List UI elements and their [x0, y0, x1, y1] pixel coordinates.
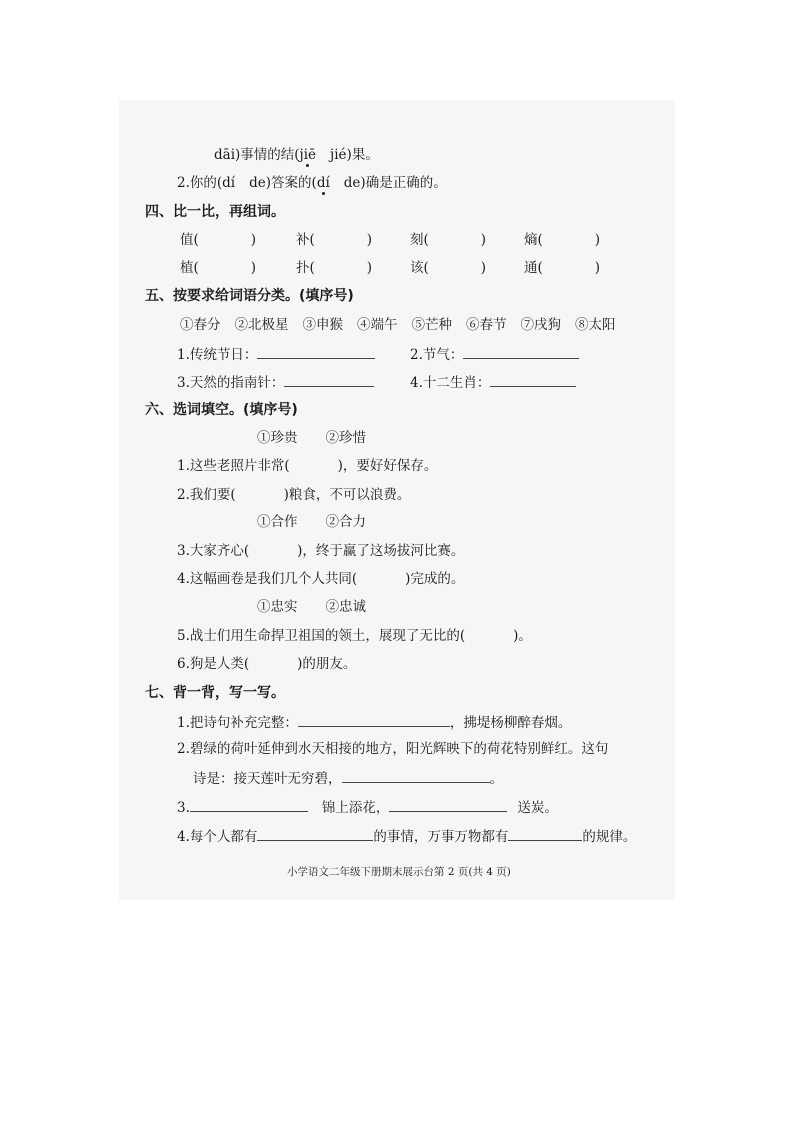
- saying-q4: [177, 826, 636, 846]
- compare-word-8: [524, 259, 600, 277]
- compare-word-6: [296, 259, 372, 277]
- question-text: 3.大家齐心(: [177, 543, 250, 559]
- pinyin-option: de: [343, 175, 361, 191]
- pinyin-option: jié: [330, 147, 347, 163]
- text: )果。: [346, 147, 379, 163]
- option: ②忠诚: [325, 599, 366, 615]
- option: ⑦戌狗: [520, 317, 561, 333]
- question-text: 诗是：接天莲叶无穷碧，: [193, 771, 342, 787]
- classify-q4: [410, 372, 576, 392]
- fill-q1: [177, 457, 437, 475]
- question-text: )，要好好保存。: [337, 458, 438, 474]
- option: ②合力: [325, 514, 366, 530]
- paren-close: ): [366, 232, 373, 248]
- question-text: ，拂堤杨柳醉春烟。: [449, 715, 572, 731]
- answer-blank[interactable]: [389, 797, 507, 812]
- char: 该(: [410, 260, 429, 276]
- section-7-title: 七、背一背，写一写。: [145, 685, 285, 701]
- poem-q1: [177, 712, 571, 732]
- question-text: )粮食，不可以浪费。: [283, 487, 411, 503]
- paren-close: ): [366, 260, 373, 276]
- idiom-q3: [177, 797, 558, 817]
- section-4-title: 四、比一比，再组词。: [145, 204, 285, 220]
- paren-close: ): [480, 260, 487, 276]
- compare-word-5: [180, 259, 256, 277]
- answer-blank[interactable]: [508, 826, 582, 841]
- char: 通(: [524, 260, 543, 276]
- question-text: 4.十二生肖：: [410, 375, 491, 391]
- section-6-title: 六、选词填空。(填序号): [145, 402, 298, 418]
- compare-word-3: [410, 231, 486, 249]
- option: ③申猴: [302, 317, 343, 333]
- question-text: )，终于赢了这场拔河比赛。: [297, 543, 465, 559]
- question-text: )完成的。: [405, 571, 465, 587]
- question-text: 1.把诗句补充完整：: [177, 715, 298, 731]
- compare-word-7: [410, 259, 486, 277]
- poem-q2-line2: [193, 768, 503, 788]
- char: 补(: [296, 232, 315, 248]
- pinyin-option: dí: [316, 175, 330, 191]
- option-list: [180, 316, 616, 334]
- paren-close: ): [250, 260, 257, 276]
- question-text: 的事情，万事万物都有: [373, 829, 509, 845]
- answer-blank[interactable]: [298, 712, 450, 727]
- fill-q4: [177, 570, 464, 588]
- compare-word-2: [296, 231, 372, 249]
- question-text: 送炭。: [517, 800, 558, 816]
- question-text: 2.节气：: [410, 347, 464, 363]
- question-text: )的朋友。: [297, 656, 357, 672]
- answer-blank[interactable]: [257, 344, 375, 359]
- option: ①春分: [180, 317, 221, 333]
- option: ①珍贵: [257, 430, 298, 446]
- option: ⑤芒种: [411, 317, 452, 333]
- question-text: 4.这幅画卷是我们几个人共同(: [177, 571, 358, 587]
- question-text: 5.战士们用生命捍卫祖国的领土，展现了无比的(: [177, 628, 466, 644]
- answer-blank[interactable]: [190, 797, 308, 812]
- pinyin-line-1: [214, 146, 379, 164]
- compare-word-1: [180, 231, 256, 249]
- fill-q6: [177, 655, 356, 673]
- fill-q2: [177, 486, 410, 504]
- question-text: 3.: [177, 800, 190, 816]
- fill-q5: [177, 627, 532, 645]
- text: )答案的(: [265, 175, 317, 191]
- option: ⑥春节: [466, 317, 507, 333]
- question-text: 6.狗是人类(: [177, 656, 250, 672]
- answer-blank[interactable]: [342, 768, 490, 783]
- option: ②北极星: [234, 317, 289, 333]
- answer-blank[interactable]: [490, 372, 576, 387]
- word-choices-3: [257, 598, 366, 616]
- section-5-title: 五、按要求给词语分类。(填序号): [145, 288, 354, 304]
- option: ④端午: [357, 317, 398, 333]
- paren-close: ): [250, 232, 257, 248]
- poem-q2-line1: 2.碧绿的荷叶延伸到水天相接的地方，阳光辉映下的荷花特别鲜红。这句: [177, 741, 609, 757]
- option: ⑧太阳: [575, 317, 616, 333]
- answer-blank[interactable]: [284, 372, 374, 387]
- word-choices-2: [257, 513, 366, 531]
- page-footer: 小学语文二年级下册期末展示台第 2 页(共 4 页): [287, 866, 511, 878]
- char: 扑(: [296, 260, 315, 276]
- pinyin-option: de: [249, 175, 266, 191]
- pinyin-line-2: [177, 174, 447, 192]
- question-text: 1.这些老照片非常(: [177, 458, 290, 474]
- pinyin-option: jiē: [299, 147, 317, 163]
- compare-word-4: [524, 231, 600, 249]
- question-text: 1.传统节日：: [177, 347, 258, 363]
- fill-q3: [177, 542, 464, 560]
- word-choices-1: [257, 429, 366, 447]
- pinyin-option: dí: [222, 175, 236, 191]
- option: ①合作: [257, 514, 298, 530]
- paren-close: ): [594, 260, 601, 276]
- question-text: 。: [489, 771, 503, 787]
- classify-q1: [177, 344, 375, 364]
- text: 2.你的(: [177, 175, 223, 191]
- char: 植(: [180, 260, 199, 276]
- question-text: )。: [513, 628, 532, 644]
- question-text: 2.我们要(: [177, 487, 236, 503]
- classify-q3: [177, 372, 374, 392]
- text: )确是正确的。: [360, 175, 447, 191]
- classify-q2: [410, 344, 579, 364]
- question-text: 锦上添花，: [321, 800, 390, 816]
- paren-close: ): [594, 232, 601, 248]
- option: ②珍惜: [325, 430, 366, 446]
- question-text: 4.每个人都有: [177, 829, 258, 845]
- answer-blank[interactable]: [463, 344, 579, 359]
- char: 刻(: [410, 232, 429, 248]
- char: 值(: [180, 232, 199, 248]
- text: dāi)事情的结(: [214, 147, 300, 163]
- option: ①忠实: [257, 599, 298, 615]
- paren-close: ): [480, 232, 487, 248]
- answer-blank[interactable]: [257, 826, 373, 841]
- question-text: 3.天然的指南针：: [177, 375, 285, 391]
- question-text: 的规律。: [582, 829, 637, 845]
- char: 熵(: [524, 232, 543, 248]
